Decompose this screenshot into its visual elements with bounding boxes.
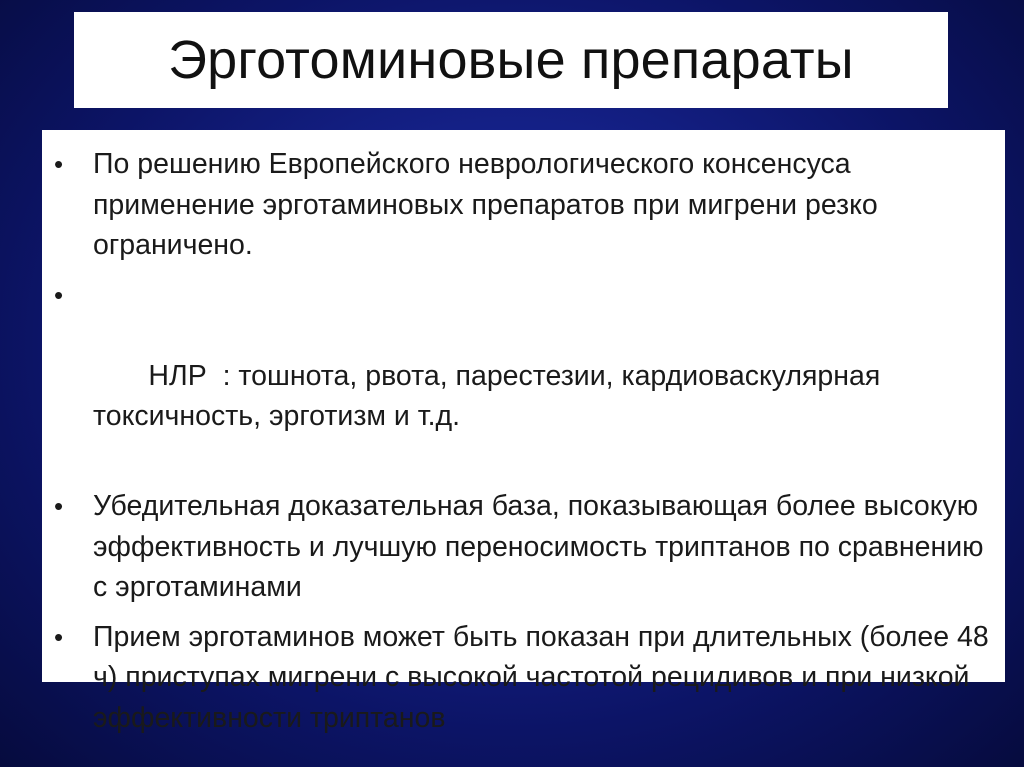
bullet-list	[42, 130, 1005, 738]
bullet-marker: •	[54, 149, 64, 179]
bullet-marker: •	[54, 621, 64, 652]
bullet-item	[42, 144, 1005, 266]
bullet-text: Убедительная доказательная база, показывающая более высокую эффективность и лучшую переносимость триптанов по сравнению с эрготаминами	[93, 490, 984, 603]
bullet-item	[42, 617, 1005, 739]
bullet-item	[42, 275, 1005, 478]
title-box	[74, 12, 948, 108]
bullet-marker: •	[54, 491, 64, 521]
bullet-text: Прием эрготаминов может быть показан при длительных (более 48 ч) приступах мигрени с высокой частотой рецидивов и при низкой эффективности триптанов	[93, 620, 989, 734]
bullet-text: По решению Европейского неврологического консенсуса применение эрготаминовых препаратов при мигрени резко ограничено.	[93, 148, 878, 261]
content-box	[42, 130, 1005, 734]
bullet-item	[42, 486, 1005, 608]
slide-title: Эрготоминовые препараты	[168, 30, 854, 90]
bullet-marker: •	[54, 279, 64, 310]
bullet-text: НЛР : тошнота, рвота, парестезии, кардиоваскулярная токсичность, эрготизм и т.д.	[93, 359, 889, 432]
